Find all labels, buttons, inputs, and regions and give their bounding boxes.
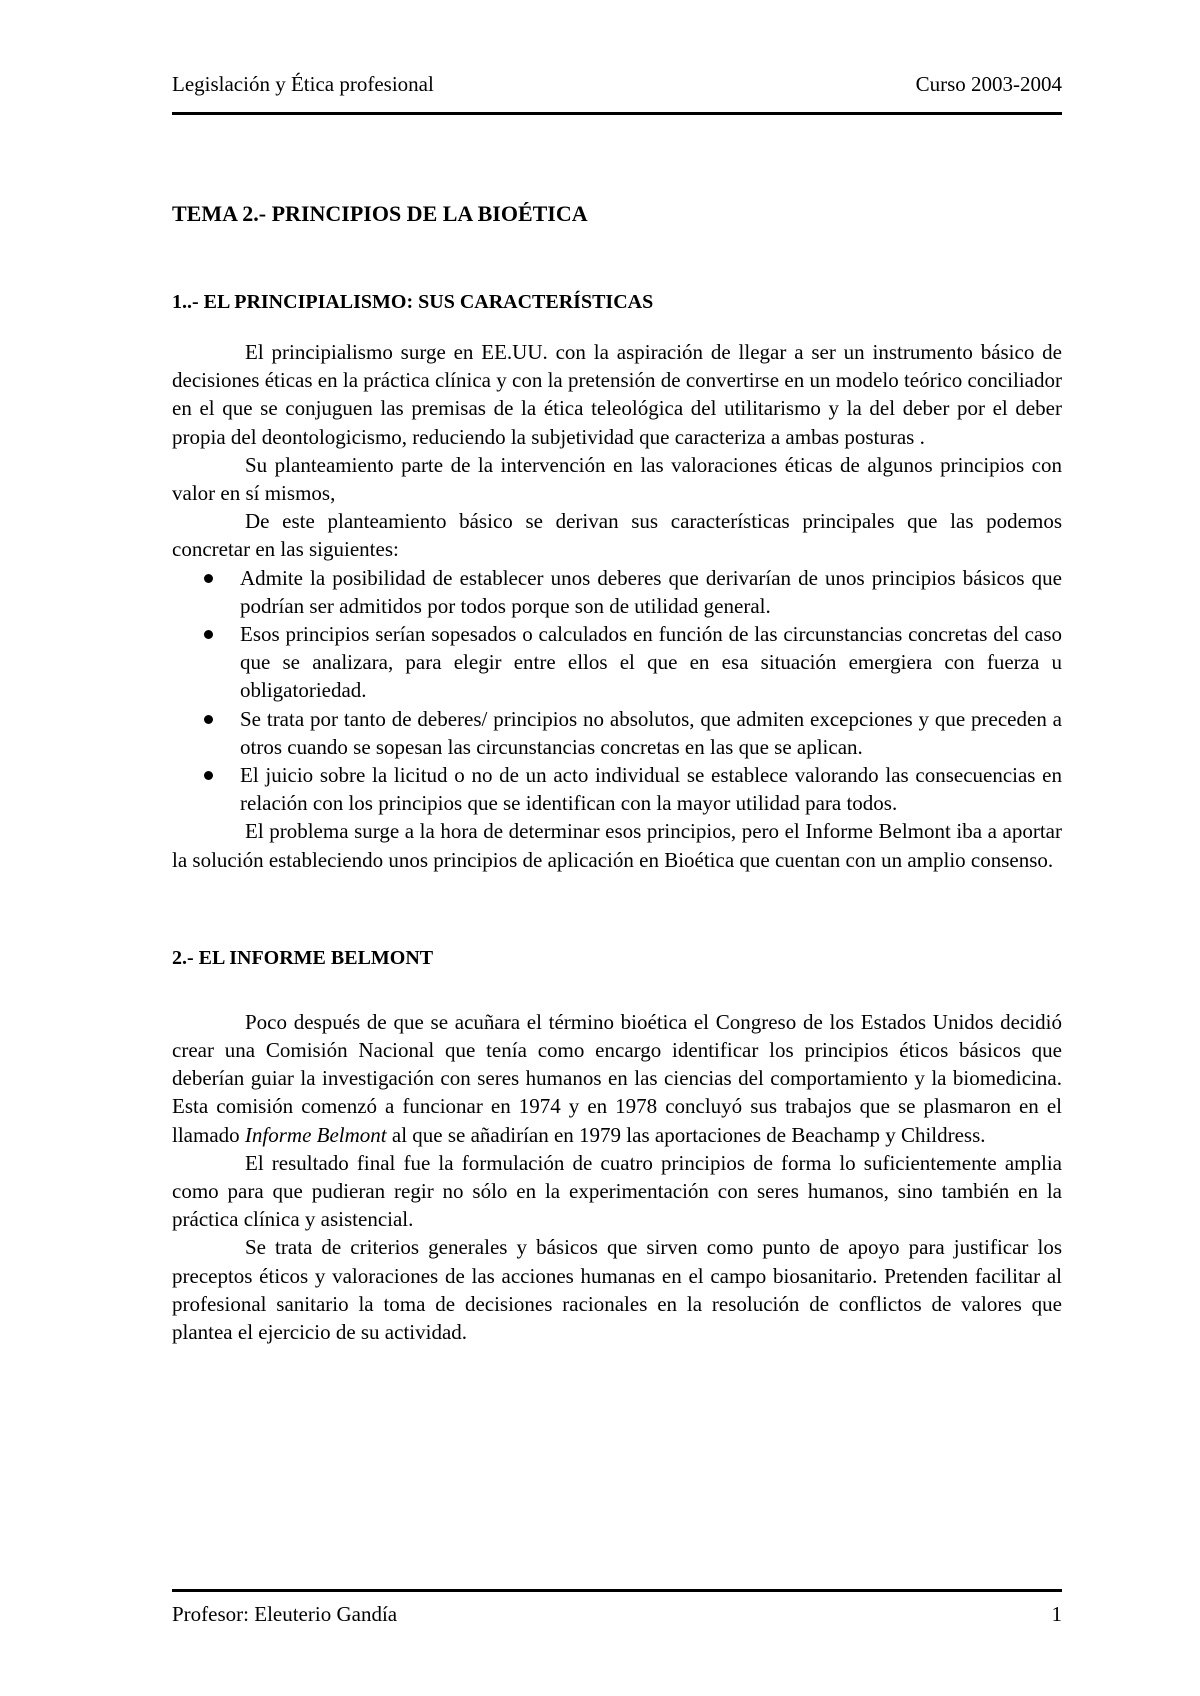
section-principialismo xyxy=(172,288,1062,874)
section-informe-belmont xyxy=(172,944,1062,1346)
bullet-icon xyxy=(204,715,213,724)
list-item xyxy=(172,620,1062,705)
header-academic-year: Curso 2003-2004 xyxy=(915,72,1062,96)
bullet-icon xyxy=(204,630,213,639)
list-item-text: Esos principios serían sopesados o calculados en función de las circunstancias concretas del caso que se analizara, para elegir entre ellos el que en esa situación emergiera con fuerza u obligatoriedad. xyxy=(240,622,1062,703)
list-item-text: Se trata por tanto de deberes/ principios no absolutos, que admiten excepciones y que preceden a otros cuando se sopesan las circunstancias concretas en las que se aplican. xyxy=(240,706,1062,759)
paragraph: De este planteamiento básico se derivan sus características principales que las podemos concretar en las siguientes: xyxy=(172,509,1062,562)
list-item xyxy=(172,761,1062,817)
footer-professor: Profesor: Eleuterio Gandía xyxy=(172,1602,398,1626)
paragraph: El resultado final fue la formulación de cuatro principios de forma lo suficientemente amplia como para que pudieran regir no sólo en la experimentación con seres humanos, sino también en la práctica clínica y asistencial. xyxy=(172,1150,1062,1232)
paragraph-text: Poco después de que se acuñara el término bioética el Congreso de los Estados Unidos decidió crear una Comisión Nacional que tenía como encargo identificar los principios éticos básicos que deberían guiar la investigación con seres humanos en las ciencias del comportamiento y la biomedicina. Esta comisión comenzó a funcionar en 1974 y en 1978 concluyó sus trabajos que se plasmaron en el llamado xyxy=(172,1009,1062,1147)
list-item-text: Admite la posibilidad de establecer unos deberes que derivarían de unos principios básicos que podrían ser admitidos por todos porque son de utilidad general. xyxy=(240,565,1062,618)
page-number: 1 xyxy=(1051,1602,1062,1626)
characteristics-list xyxy=(172,564,1062,818)
document-body xyxy=(172,200,1062,1346)
section-heading: 2.- EL INFORME BELMONT xyxy=(172,946,434,969)
bullet-icon xyxy=(204,771,213,780)
list-item-text: El juicio sobre la licitud o no de un acto individual se establece valorando las consecuencias en relación con los principios que se identifican con la mayor utilidad para todos. xyxy=(240,763,1062,816)
list-item xyxy=(172,705,1062,761)
paragraph xyxy=(172,1008,1062,1149)
page-footer xyxy=(172,1589,1062,1626)
paragraph: El problema surge a la hora de determinar esos principios, pero el Informe Belmont iba a aportar la solución estableciendo unos principios de aplicación en Bioética que cuentan con un amplio consenso. xyxy=(172,819,1062,872)
paragraph: Se trata de criterios generales y básicos que sirven como punto de apoyo para justificar los preceptos éticos y valoraciones de las acciones humanas en el campo biosanitario. Pretenden facilitar al profesional sanitario la toma de decisiones racionales en la resolución de conflictos de valores que plantea el ejercicio de su actividad. xyxy=(172,1235,1062,1345)
paragraph: Su planteamiento parte de la intervención en las valoraciones éticas de algunos principios con valor en sí mismos, xyxy=(172,452,1062,506)
list-item xyxy=(172,564,1062,620)
paragraph-text: al que se añadirían en 1979 las aportaciones de Beachamp y Childress. xyxy=(386,1122,986,1147)
page-header xyxy=(172,72,1062,115)
document-title: TEMA 2.- PRINCIPIOS DE LA BIOÉTICA xyxy=(172,201,588,226)
bullet-icon xyxy=(204,574,213,583)
header-course-title: Legislación y Ética profesional xyxy=(172,72,434,96)
italic-title: Informe Belmont xyxy=(244,1122,387,1147)
section-heading: 1..- EL PRINCIPIALISMO: SUS CARACTERÍSTICAS xyxy=(172,291,654,313)
paragraph: El principialismo surge en EE.UU. con la aspiración de llegar a ser un instrumento básico de decisiones éticas en la práctica clínica y con la pretensión de convertirse en un modelo teórico conciliador en el que se conjuguen las premisas de la ética teleológica del utilitarismo y la del deber por el deber propia del deontologicismo, reduciendo la subjetividad que caracteriza a ambas posturas . xyxy=(172,340,1062,449)
